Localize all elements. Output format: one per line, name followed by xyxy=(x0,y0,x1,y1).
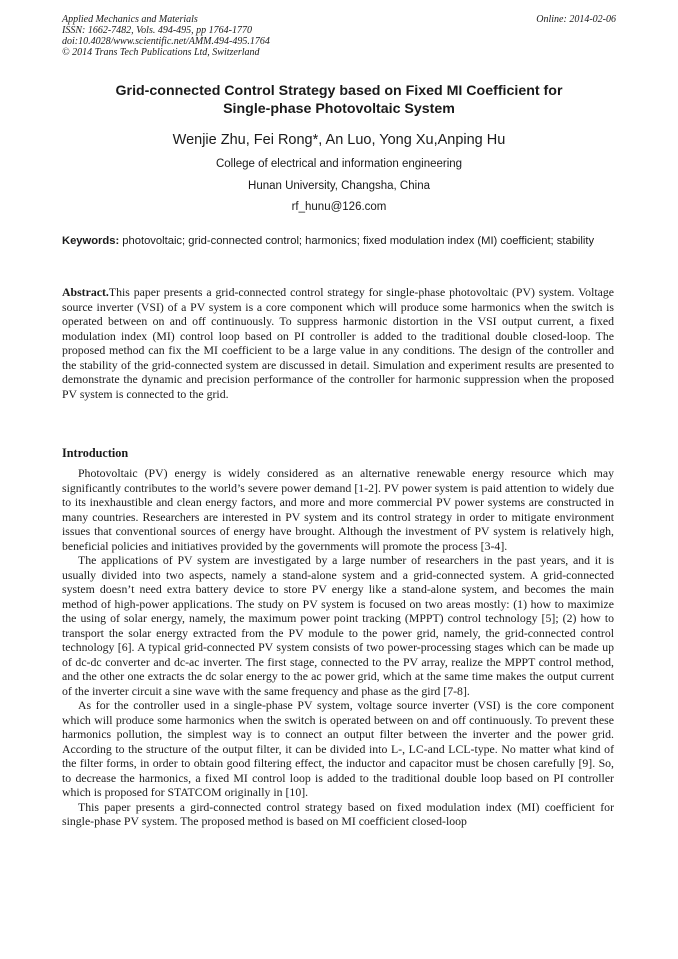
paper-title xyxy=(62,82,616,118)
title-line-2: Single-phase Photovoltaic System xyxy=(223,101,455,117)
paragraph: This paper presents a gird-connected control strategy based on fixed modulation index (MI) coefficient for single-phase PV system. The proposed method is based on MI coefficient closed-loop xyxy=(62,799,614,828)
journal-header xyxy=(62,14,616,58)
abstract xyxy=(62,285,614,401)
journal-name: Applied Mechanics and Materials xyxy=(62,14,198,25)
paragraph: As for the controller used in a single-phase PV system, voltage source inverter (VSI) is the core component which will produce some harmonics when the switch is operated between on and off continuously. To prevent these harmonics pollution, the simplest way is to connect an output filter between the inverter and the power grid. According to the structure of the output filter, it can be divided into L-, LC-and LCL-type. No matter what kind of the filter forms, in order to obtain good filtering effect, the inductor and capacitor must be chosen carefully [9]. So, to decrease the harmonics, a fixed MI control loop is added to the traditional double loop based on PI controller which is proposed for STATCOM originally in [10]. xyxy=(62,698,614,799)
keywords-label: Keywords: xyxy=(62,235,120,247)
doi-line[interactable]: doi:10.4028/www.scientific.net/AMM.494-495.1764 xyxy=(62,36,270,47)
abstract-text: This paper presents a grid-connected control strategy for single-phase photovoltaic (PV) system. Voltage source inverter (VSI) of a PV system is a core component which will produce some harmonics when the switch is operated between on and off continuously. To suppress harmonic distortion in the VSI output current, a fixed modulation index (MI) control loop based on PI controller is added to the traditional double closed-loop. The proposed method can fix the MI coefficient to be a large value in any conditions. The design of the controller and the stability of the grid-connected system are discussed in detail. Simulation and experiment results are presented to demonstrate the dynamic and precision performance of the controller for harmonic suppression when the proposed PV system is connected to the grid. xyxy=(62,285,614,401)
body-text xyxy=(62,466,614,829)
title-line-1: Grid-connected Control Strategy based on Fixed MI Coefficient for xyxy=(115,83,563,99)
paragraph: Photovoltaic (PV) energy is widely considered as an alternative renewable energy resource which may significantly contributes to the world’s severe power demand [1-2]. PV power system is paid attention to widely due to its inexhaustible and clean energy factors, and more and more commercial PV power systems are constructed in many countries. Researchers are interested in PV system and its control strategy in order to mitigate environment issues that conventional sources of energy have brought. Although the investment of PV system is relatively high, beneficial policies and initiatives provided by the governments will promote the process [3-4]. xyxy=(62,466,614,553)
affiliation-department: College of electrical and information engineering xyxy=(215,158,463,170)
abstract-label: Abstract. xyxy=(62,285,109,299)
author-list: Wenjie Zhu, Fei Rong*, An Luo, Yong Xu,Anping Hu xyxy=(172,132,506,148)
online-date: Online: 2014-02-06 xyxy=(536,14,616,25)
affiliation-university: Hunan University, Changsha, China xyxy=(248,180,430,192)
keywords xyxy=(62,234,614,249)
paragraph: The applications of PV system are investigated by a large number of researchers in the past years, and it is usually divided into two aspects, namely a stand-alone system and a grid-connected system. A grid-connected system doesn’t need extra battery device to store PV energy like a stand-alone system, and becomes the main method of high-power applications. The study on PV system is focused on two areas mostly: (1) how to maximize the using of solar energy, namely, the maximum power point tracking (MPPT) control technology [5]; (2) how to transport the solar energy extracted from the PV module to the power grid, namely, the grid-connected control technology [6]. A typical grid-connected PV system consists of two power-processing stages which can be made up of dc-dc converter and dc-ac inverter. The first stage, connected to the PV array, realize the MPPT control method, and the other one extracts the dc solar energy to the ac power grid, which at the same time makes the output current of the inverter circuit a sine wave with the same frequency and phase as the gird [7-8]. xyxy=(62,553,614,698)
issn-line: ISSN: 1662-7482, Vols. 494-495, pp 1764-1770 xyxy=(62,25,252,36)
keywords-text: photovoltaic; grid-connected control; harmonics; fixed modulation index (MI) coefficient; stability xyxy=(119,235,595,247)
section-heading: Introduction xyxy=(62,446,129,460)
author-email[interactable]: rf_hunu@126.com xyxy=(291,201,387,213)
copyright-line: © 2014 Trans Tech Publications Ltd, Switzerland xyxy=(62,47,260,58)
